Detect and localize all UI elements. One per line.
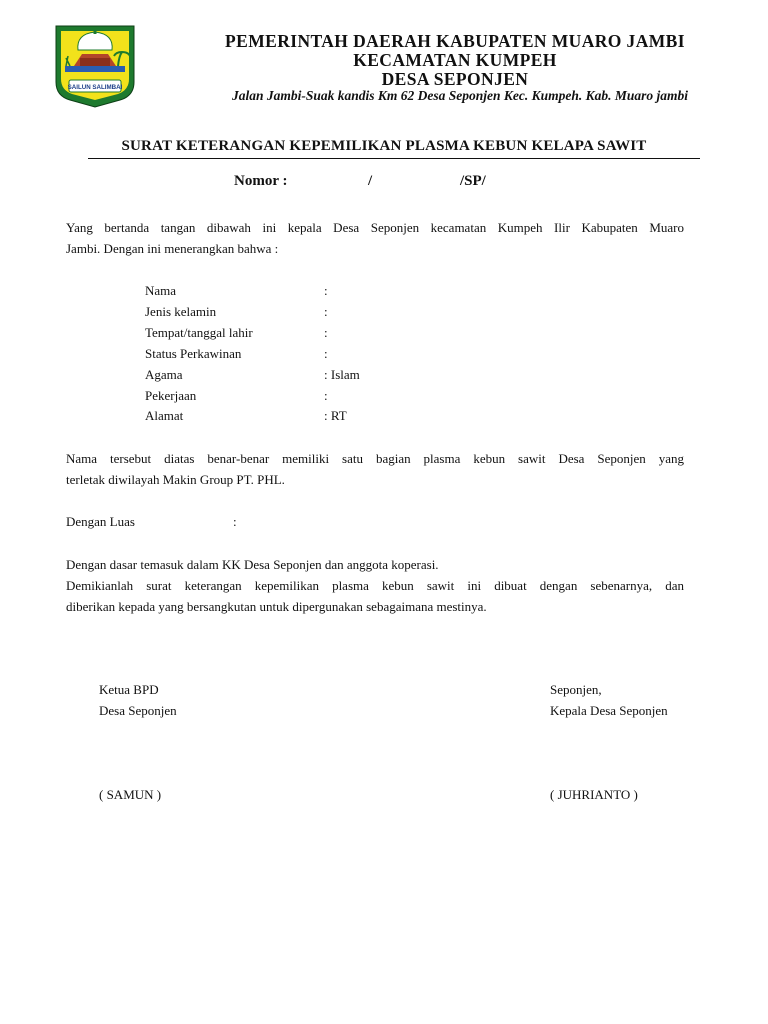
- title-underline: [88, 158, 700, 159]
- closing-paragraph: [66, 554, 684, 617]
- field-label-agama: Agama: [145, 367, 183, 382]
- document-title: SURAT KETERANGAN KEPEMILIKAN PLASMA KEBUN KELAPA SAWIT: [121, 138, 647, 154]
- field-value-nama: :: [324, 283, 328, 298]
- statement-line: terletak diwilayah Makin Group PT. PHL.: [66, 472, 285, 487]
- village-logo: [52, 22, 138, 108]
- field-value-alamat: : RT: [324, 408, 347, 423]
- nomor-code: /SP/: [460, 173, 486, 189]
- field-label-status-perkawinan: Status Perkawinan: [145, 346, 242, 361]
- closing-line: diberikan kepada yang bersangkutan untuk dipergunakan sebagaimana mestinya.: [66, 599, 487, 614]
- sig-right-place: Seponjen,: [550, 682, 602, 697]
- letterhead-government: PEMERINTAH DAERAH KABUPATEN MUARO JAMBI: [225, 31, 685, 51]
- intro-line: Yang bertanda tangan dibawah ini kepala Desa Seponjen kecamatan Kumpeh Ilir Kabupaten Muaro: [66, 220, 684, 235]
- field-label-pekerjaan: Pekerjaan: [145, 388, 197, 403]
- nomor-separator: /: [368, 173, 373, 189]
- sig-right-name: ( JUHRIANTO ): [550, 787, 638, 802]
- letterhead-district: KECAMATAN KUMPEH: [353, 50, 557, 70]
- luas-label: Dengan Luas: [66, 514, 135, 529]
- statement-line: Nama tersebut diatas benar-benar memiliki satu bagian plasma kebun sawit Desa Seponjen yang: [66, 451, 684, 466]
- field-label-alamat: Alamat: [145, 408, 184, 423]
- field-label-jenis-kelamin: Jenis kelamin: [145, 304, 217, 319]
- sig-left-org: Desa Seponjen: [99, 703, 177, 718]
- statement-paragraph: [66, 448, 684, 490]
- sig-left-name: ( SAMUN ): [99, 787, 162, 802]
- letterhead-address: Jalan Jambi-Suak kandis Km 62 Desa Seponjen Kec. Kumpeh. Kab. Muaro jambi: [231, 88, 689, 103]
- intro-line: Jambi. Dengan ini menerangkan bahwa :: [66, 241, 279, 256]
- field-value-agama: : Islam: [324, 367, 360, 382]
- field-value-pekerjaan: :: [324, 388, 328, 403]
- logo-banner-text: SAILUN SALIMBAI: [67, 84, 123, 91]
- field-value-tempat-tanggal-lahir: :: [324, 325, 328, 340]
- field-value-status-perkawinan: :: [324, 346, 328, 361]
- sig-right-title: Kepala Desa Seponjen: [550, 703, 668, 718]
- letterhead-village: DESA SEPONJEN: [381, 69, 529, 89]
- luas-colon: :: [233, 514, 237, 529]
- intro-paragraph: [66, 217, 684, 259]
- sig-left-title: Ketua BPD: [99, 682, 159, 697]
- basis-line: Dengan dasar temasuk dalam KK Desa Seponjen dan anggota koperasi.: [66, 557, 439, 572]
- field-label-tempat-tanggal-lahir: Tempat/tanggal lahir: [145, 325, 253, 340]
- field-value-jenis-kelamin: :: [324, 304, 328, 319]
- nomor-label: Nomor :: [234, 173, 288, 189]
- closing-line: Demikianlah surat keterangan kepemilikan plasma kebun sawit ini dibuat dengan sebenarnya, dan: [66, 578, 684, 593]
- field-label-nama: Nama: [145, 283, 177, 298]
